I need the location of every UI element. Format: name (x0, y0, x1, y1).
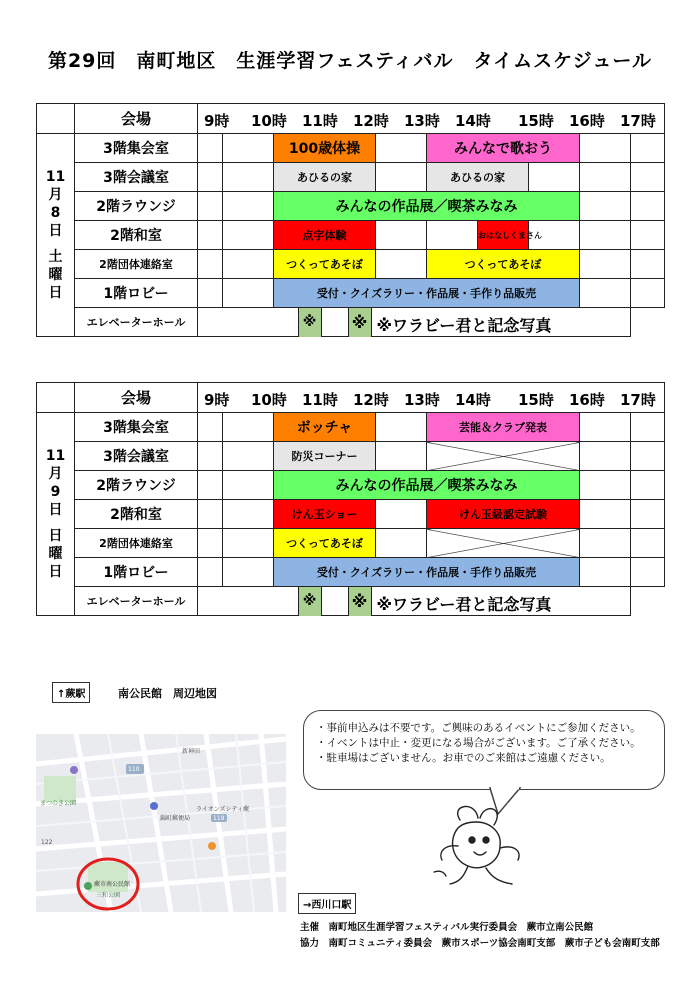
event-cell: けん玉級認定試験 (427, 500, 580, 529)
hour-label: 14時 (455, 391, 491, 409)
event-cell: 受付・クイズラリー・作品展・手作り品販売 (274, 558, 580, 587)
notice-line: ・駐車場はございません。お車でのご来館はご遠慮ください。 (316, 752, 611, 764)
room-label: 2階団体連絡室 (75, 529, 198, 558)
date-cell: 11 月 9 日 日 曜 日 (37, 413, 75, 616)
map-label: まつのき公園 (40, 800, 77, 807)
hour-label: 12時 (353, 112, 389, 130)
east-station-label: →西川口駅 (298, 893, 356, 914)
closed-cell (427, 529, 580, 558)
room-label: 3階会議室 (75, 442, 198, 471)
hour-label: 9時 (204, 391, 230, 409)
north-station-label: ↑蕨駅 (52, 682, 90, 703)
room-label: 1階ロビー (75, 558, 198, 587)
map-label: 三和公園 (96, 892, 121, 899)
header-venue: 会場 (75, 383, 198, 413)
event-cell: つくってあそぼ (274, 529, 376, 558)
hour-label: 11時 (302, 391, 338, 409)
room-label: 1階ロビー (75, 279, 198, 308)
event-cell: みんなの作品展／喫茶みなみ (274, 192, 580, 221)
room-label: 3階集会室 (75, 134, 198, 163)
hour-label: 14時 (455, 112, 491, 130)
map-label: 錦町郵便局 (160, 815, 191, 822)
photo-mark: ※ (298, 587, 322, 616)
hour-label: 15時 (518, 112, 554, 130)
header-hours (198, 383, 665, 413)
event-cell: つくってあそぼ (427, 250, 580, 279)
event-cell: あひるの家 (274, 163, 376, 192)
room-label: 2階和室 (75, 221, 198, 250)
notice-bubble (303, 710, 665, 790)
notice-line: ・事前申込みは不要です。ご興味のあるイベントにご参加ください。 (316, 722, 641, 734)
room-label: 3階集会室 (75, 413, 198, 442)
event-cell: おはなしくまさん (478, 221, 529, 250)
area-map (36, 734, 286, 912)
room-label: 3階会議室 (75, 163, 198, 192)
header-hours (198, 104, 665, 134)
hour-label: 17時 (620, 112, 656, 130)
map-label: 蕨市南公民館 (94, 881, 131, 888)
photo-mark: ※ (348, 587, 372, 616)
photo-mark: ※ (298, 308, 322, 337)
photo-event-text: ※ワラビー君と記念写真 (376, 595, 552, 614)
room-label: エレベーターホール (75, 308, 198, 337)
hour-label: 12時 (353, 391, 389, 409)
schedule-table-day1 (36, 103, 665, 337)
event-cell: けん玉ショー (274, 500, 376, 529)
map-label: 新神田 (182, 748, 201, 755)
cooperation-line: 協力 南町コミュニティ委員会 蕨市スポーツ協会南町支部 蕨市子ども会南町支部 (300, 938, 660, 949)
event-cell: みんなで歌おう (427, 134, 580, 163)
header-blank (37, 104, 75, 134)
map-label: 110 (128, 766, 140, 773)
event-cell: 100歳体操 (274, 134, 376, 163)
event-cell: あひるの家 (427, 163, 529, 192)
map-label: 122 (41, 839, 53, 846)
hour-label: 9時 (204, 112, 230, 130)
map-title: 南公民館 周辺地図 (118, 687, 217, 700)
page-title: 第29回 南町地区 生涯学習フェスティバル タイムスケジュール (47, 50, 653, 72)
hour-label: 13時 (404, 391, 440, 409)
photo-mark: ※ (348, 308, 372, 337)
hour-label: 13時 (404, 112, 440, 130)
header-blank (37, 383, 75, 413)
event-cell: 防災コーナー (274, 442, 376, 471)
event-cell: みんなの作品展／喫茶みなみ (274, 471, 580, 500)
hour-label: 16時 (569, 112, 605, 130)
event-cell: 点字体験 (274, 221, 376, 250)
map-label: 119 (213, 815, 225, 822)
room-label: エレベーターホール (75, 587, 198, 616)
event-cell: つくってあそぼ (274, 250, 376, 279)
event-cell: 芸能＆クラブ発表 (427, 413, 580, 442)
date-cell: 11 月 8 日 土 曜 日 (37, 134, 75, 337)
credits (300, 920, 660, 952)
hour-label: 16時 (569, 391, 605, 409)
schedule-table-day2 (36, 382, 665, 616)
photo-event-text: ※ワラビー君と記念写真 (376, 316, 552, 335)
host-line: 主催 南町地区生涯学習フェスティバル実行委員会 蕨市立南公民館 (300, 922, 594, 933)
hour-label: 17時 (620, 391, 656, 409)
map-label: ライオンズシティ蕨 (196, 806, 249, 813)
closed-cell (427, 442, 580, 471)
map-graphic (36, 734, 286, 912)
event-cell: ボッチャ (274, 413, 376, 442)
room-label: 2階ラウンジ (75, 471, 198, 500)
hour-label: 10時 (251, 112, 287, 130)
header-venue: 会場 (75, 104, 198, 134)
hour-label: 10時 (251, 391, 287, 409)
room-label: 2階ラウンジ (75, 192, 198, 221)
room-label: 2階和室 (75, 500, 198, 529)
room-label: 2階団体連絡室 (75, 250, 198, 279)
event-cell: 受付・クイズラリー・作品展・手作り品販売 (274, 279, 580, 308)
hour-label: 15時 (518, 391, 554, 409)
wallaby-mascot-illustration (420, 800, 530, 890)
notice-line: ・イベントは中止・変更になる場合がございます。ご了承ください。 (316, 737, 641, 749)
hour-label: 11時 (302, 112, 338, 130)
